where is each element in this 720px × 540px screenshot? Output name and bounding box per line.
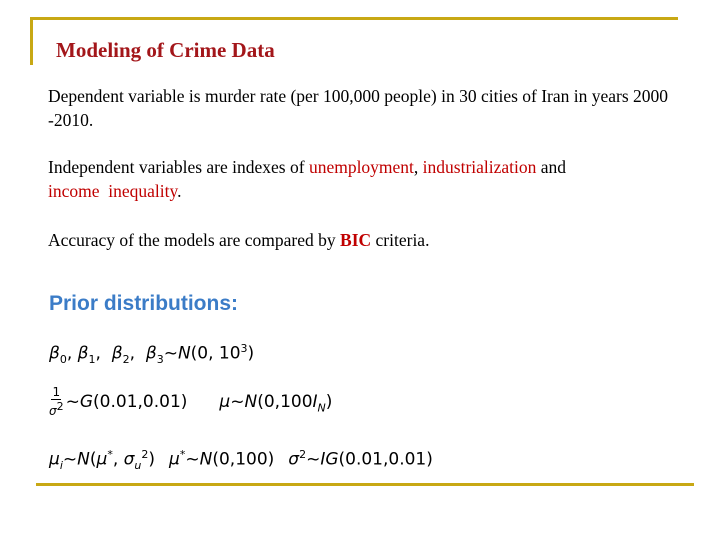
variance-mean-prior-formula: $\frac{1}{\sigma^2}$ ~G(0.01,0.01) $\mu\sim N(0,100I_N)$	[49, 385, 333, 418]
independent-variables-text	[48, 155, 688, 203]
frame-top-line	[30, 17, 678, 20]
frame-left-line	[30, 17, 33, 65]
term-income-inequality: income inequality	[48, 181, 178, 201]
para2-prefix: Independent variables are indexes of	[48, 157, 309, 177]
para3-prefix: Accuracy of the models are compared by	[48, 230, 341, 250]
accuracy-text	[48, 228, 688, 252]
term-unemployment: unemployment	[308, 157, 414, 177]
para3-suffix: criteria.	[371, 230, 430, 250]
para2-sep2: and	[536, 157, 567, 177]
frame-bottom-line	[36, 483, 694, 486]
slide-title: Modeling of Crime Data	[56, 38, 275, 62]
term-bic: BIC	[340, 230, 372, 250]
beta-prior-formula: $\beta_0$, $\beta_1$, $\beta_2$, $\beta_3\sim N(0$, $10^3$)	[49, 342, 255, 367]
hierarchical-prior-formula: $\mu_i\sim N(\mu^*$, $\sigma_u^2$) μ*~N(0,100) $\sigma^2\sim IG(0.01,0.01)$	[49, 448, 433, 473]
para2-sep1: ,	[413, 157, 423, 177]
para2-suffix: .	[177, 181, 182, 201]
inverse-sigma-squared-fraction: $\frac{1}{\sigma^2}$	[49, 385, 64, 418]
prior-distributions-heading: Prior distributions:	[49, 292, 238, 315]
dependent-variable-text: Dependent variable is murder rate (per 100,000 people) in 30 cities of Iran in years 2000 -2010.	[48, 86, 669, 130]
term-industrialization: industrialization	[422, 157, 537, 177]
